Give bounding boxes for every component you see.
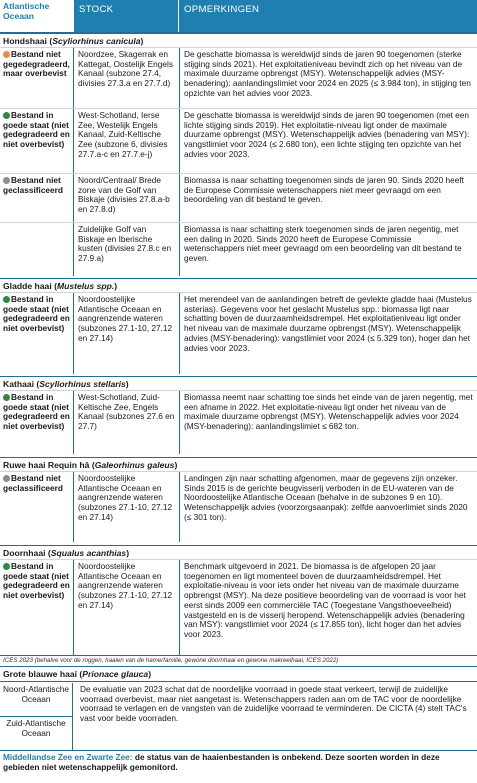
mediterranean-note bbox=[0, 750, 477, 774]
area-column bbox=[0, 683, 73, 750]
species-latin-name: Scyliorhinus stellaris bbox=[39, 379, 126, 389]
species-header-doornhaai: Doornhaai (Squalus acanthias) bbox=[0, 545, 477, 560]
species-latin-name: Mustelus spp. bbox=[56, 281, 115, 291]
status-cell bbox=[0, 472, 73, 495]
region-label: Atlantische Oceaan bbox=[0, 0, 73, 32]
stock-column-header: STOCK bbox=[73, 0, 178, 32]
status-label: Bestand in goede staat (niet gedegradeerd en niet overbevist) bbox=[3, 561, 70, 601]
species-latin-name: Squalus acanthias bbox=[50, 548, 127, 558]
stock-cell: Noord/Centraal/ Brede zone van de Golf van Biskaje (divisies 27.8.a-b en 27.8.d) bbox=[73, 174, 179, 222]
species-header-grote-blauwe-haai: Grote blauwe haai (Prionace glauca) bbox=[0, 667, 477, 682]
remarks-cell: De geschatte biomassa is wereldwijd sinds de jaren 90 toegenomen (met een lichte stijging sinds 2019). Het exploitatie-niveau ligt onder de maximale duurzame opbrengst (MSY). Wetenschappelijk advies (benadering van MSY): vangstlimiet voor 2024 (≤ 2.680 ton), een lichte stijging ten opzichte van het advies voor 2023. bbox=[179, 109, 477, 173]
species-latin-name: Scyliorhinus canicula bbox=[52, 36, 141, 46]
remarks-column-header: OPMERKINGEN bbox=[178, 0, 477, 32]
species-header-kathaai: Kathaai (Scyliorhinus stellaris) bbox=[0, 376, 477, 391]
species-common-name: Kathaai bbox=[3, 379, 35, 389]
status-green-dot-icon bbox=[3, 394, 10, 401]
table-row bbox=[0, 292, 477, 374]
status-label: Bestand in goede staat (niet gedegradeerd en niet overbevist) bbox=[3, 110, 70, 150]
table-row bbox=[0, 222, 477, 276]
species-common-name: Grote blauwe haai bbox=[3, 669, 78, 679]
status-orange-dot-icon bbox=[3, 51, 10, 58]
status-label: Bestand niet geclassificeerd bbox=[3, 473, 63, 493]
blue-shark-section bbox=[0, 666, 477, 749]
remarks-cell: Biomassa neemt naar schatting toe sinds het einde van de jaren negentig, met een afname in 2022. Het exploitatie-niveau ligt onder het niveau van de maximale duurzame opbrengst (MSY). Wetenschappelijk advies voor 2024 (MSY-benadering): aanlandingslimiet ≤ 682 ton. bbox=[179, 391, 477, 454]
remarks-cell: Landingen zijn naar schatting afgenomen, maar de gegevens zijn onzeker. Sinds 2015 is de gerichte beugvisserij verboden in de EU-wateren van de Noordoostelijke Atlantische Oceaan (behalve in de subzones 9 en 10). Wetenschappelijk advies (voorzorgsaanpak): zelfde aanvoerlimiet sinds 2020 (≤ 301 ton). bbox=[179, 472, 477, 542]
stock-cell: Noordoostelijke Atlantische Oceaan en aangrenzende wateren (subzones 27.1-10, 27.12 en 27.14) bbox=[73, 293, 179, 374]
table-header bbox=[0, 0, 477, 33]
table-row bbox=[0, 390, 477, 454]
species-header-ruwe-haai: Ruwe haai Requin hâ (Galeorhinus galeus) bbox=[0, 457, 477, 472]
blue-shark-remarks: De evaluatie van 2023 schat dat de noordelijke voorraad in goede staat verkeert, terwijl de zuidelijke voorraad overbevist, maar niet aangetast is. Wetenschappers raden aan om de TAC voor de noordelijke voorraad te verlagen en de vangsten van de zuidelijke voorraad te verminderen. De CICTA (4) stelt TAC's vast voor beide voorraden. bbox=[80, 684, 467, 724]
status-green-dot-icon bbox=[3, 296, 10, 303]
remarks-cell: Het merendeel van de aanlandingen betreft de gevlekte gladde haai (Mustelus asterias). Gegevens voor het geslacht Mustelus spp.: biomassa ligt naar schatting boven de duurzaamheidsdrempel. Het exploitatieniveau ligt onder het niveau van de maximale duurzame opbrengst (MSY). Wetenschappelijk advies (MSY-benadering): vangstlimiet voor 2024 (≤ 5.329 ton), hoger dan het advies voor 2023. bbox=[179, 293, 477, 374]
status-label: Bestand niet gegedegradeerd, maar overbevist bbox=[3, 49, 70, 79]
species-common-name: Ruwe haai Requin hâ bbox=[3, 460, 90, 470]
status-green-dot-icon bbox=[3, 563, 10, 570]
status-cell bbox=[0, 174, 73, 197]
remarks-cell: De geschatte biomassa is wereldwijd sinds de jaren 90 toegenomen (sterke stijging sinds 2021). Het exploitatieniveau bevindt zich op het niveau van de maximale duurzame opbrengst (MSY). Wetenschappelijk advies (MSY-benadering): aanlandingslimiet voor 2024 en 2025 (≤ 3.984 ton), in stijging ten opzichte van het advies voor 2023. bbox=[179, 48, 477, 108]
area-south-atlantic: Zuid-Atlantische Oceaan bbox=[0, 716, 72, 749]
status-grey-dot-icon bbox=[3, 475, 10, 482]
remarks-cell: Biomassa is naar schatting sterk toegenomen sinds de jaren negentig, met een daling in 2020. Sinds 2020 heeft de Europese Commissie wetenschappers niet meer gevraagd om een beoordeling van dit bestand te geven. bbox=[179, 223, 477, 276]
mediterranean-text: de status van de haaienbestanden is onbekend. Deze soorten worden in deze gebieden niet wetenschappelijk gemonitord. bbox=[3, 752, 440, 772]
status-cell bbox=[0, 48, 73, 81]
table-row bbox=[0, 173, 477, 222]
remarks-cell: Biomassa is naar schatting toegenomen sinds de jaren 90. Sinds 2020 heeft de Europese Commissie wetenschappers niet meer gevraagd om een beoordeling van dit bestand te geven. bbox=[179, 174, 477, 222]
status-label: Bestand in goede staat (niet gedegradeerd en niet overbevist) bbox=[3, 392, 70, 432]
species-header-hondshaai: Hondshaai (Scyliorhinus canicula) bbox=[0, 33, 477, 48]
stock-cell: Zuidelijke Golf van Biskaje en Iberische kusten (divisies 27.8.c en 27.9.a) bbox=[73, 223, 179, 276]
stock-cell: Noordoostelijke Atlantische Oceaan en aangrenzende wateren (subzones 27.1-10, 27.12 en 27.14) bbox=[73, 472, 179, 542]
area-north-atlantic: Noord-Atlantische Oceaan bbox=[3, 684, 69, 704]
table-row bbox=[0, 471, 477, 542]
mediterranean-label: Middellandse Zee en Zwarte Zee: bbox=[3, 752, 133, 762]
status-green-dot-icon bbox=[3, 112, 10, 119]
stock-cell: West-Schotland, Zuid-Keltische Zee, Engels Kanaal (subzones 27.6 en 27.7) bbox=[73, 391, 179, 454]
stock-cell: Noordzee, Skagerrak en Kattegat, Oostelijk Engels Kanaal (subzone 27.4, divisies 27.3.a en 27.7.d) bbox=[73, 48, 179, 108]
table-row bbox=[0, 559, 477, 655]
status-cell bbox=[0, 560, 73, 603]
status-cell bbox=[0, 391, 73, 434]
species-latin-name: Prionace glauca bbox=[82, 669, 149, 679]
stock-cell: West-Schotland, Ierse Zee, Westelijk Engels Kanaal, Zuid-Keltische Zee (subzone 6, divisies 27.7.a-c en 27.7.e-j) bbox=[73, 109, 179, 173]
status-label: Bestand niet geclassificeerd bbox=[3, 175, 63, 195]
status-cell bbox=[0, 223, 73, 227]
remarks-cell: Benchmark uitgevoerd in 2021. De biomassa is de afgelopen 20 jaar toegenomen en ligt momenteel boven de duurzaamheidsdrempel. Het exploitatie-niveau is voor iets onder het niveau van de maximale duurzame opbrengst (MSY). Na deze positieve beoordeling van de voorraad is voor het eerst sinds 2009 een commerciële TAC (Toegestane Vangsthoeveelheid) vastgesteld en is de visserij heropend. Wetenschappelijk advies (benadering van MSY): vangstlimiet voor 2024 (≤ 17.855 ton), licht hoger dan het advies voor 2023. bbox=[179, 560, 477, 655]
species-common-name: Hondshaai bbox=[3, 36, 47, 46]
status-cell bbox=[0, 109, 73, 152]
species-latin-name: Galeorhinus galeus bbox=[94, 460, 175, 470]
species-common-name: Gladde haai bbox=[3, 281, 52, 291]
stock-cell: Noordoostelijke Atlantische Oceaan en aangrenzende wateren (subzones 27.1-10, 27.12 en 27.14) bbox=[73, 560, 179, 655]
table-row bbox=[0, 108, 477, 173]
status-cell bbox=[0, 293, 73, 336]
species-common-name: Doornhaai bbox=[3, 548, 46, 558]
source-note: ICES 2023 (behalve voor de roggen, haaien van de hamerfamilie, gewone doornhaai en gewone makreelhaai, ICES 2022) bbox=[0, 655, 477, 665]
species-header-gladde-haai: Gladde haai (Mustelus spp.) bbox=[0, 278, 477, 293]
status-label: Bestand in goede staat (niet gedegradeerd en niet overbevist) bbox=[3, 294, 70, 334]
table-row bbox=[0, 47, 477, 108]
status-grey-dot-icon bbox=[3, 177, 10, 184]
